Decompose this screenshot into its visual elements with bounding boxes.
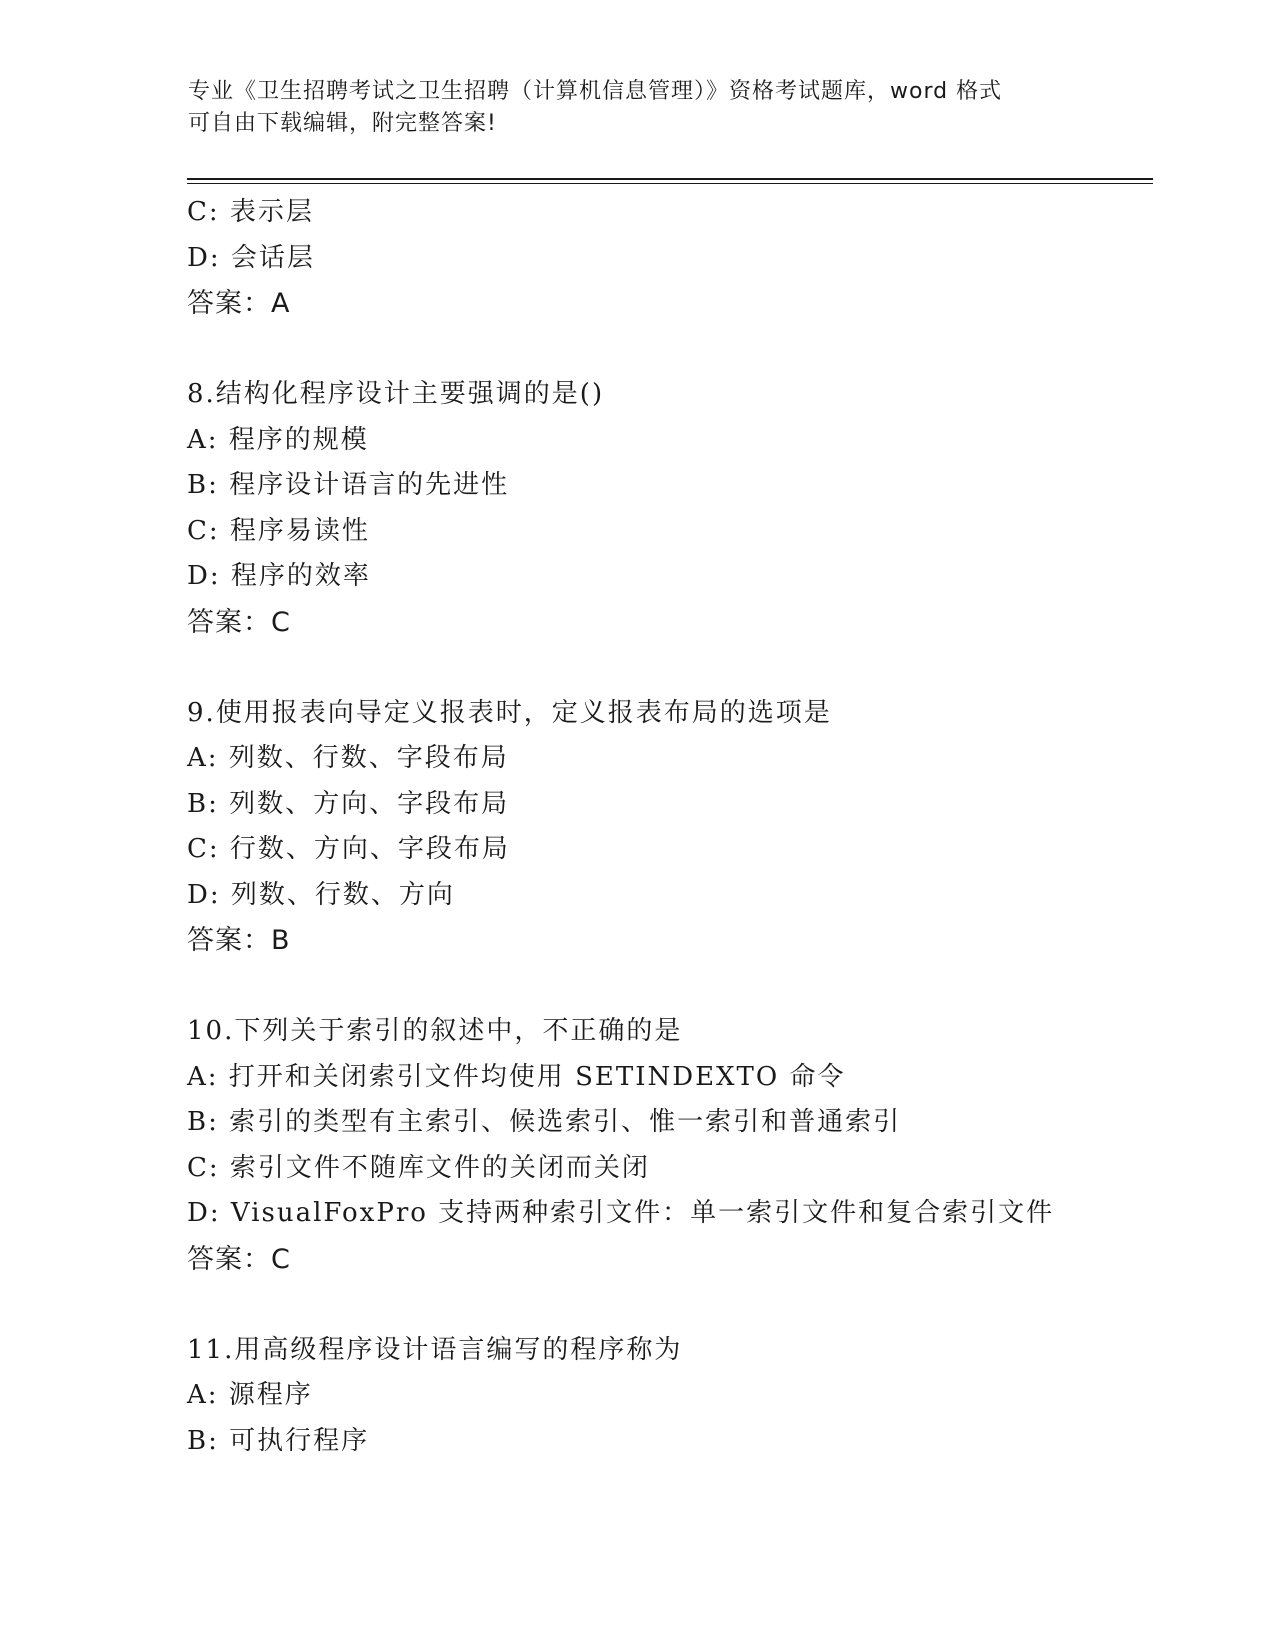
question-block-9	[187, 691, 1137, 964]
question-block-11	[187, 1328, 1137, 1465]
question-block-8	[187, 372, 1137, 645]
answer-line: 答案：A	[187, 288, 291, 319]
question-stem: 11.用高级程序设计语言编写的程序称为	[187, 1334, 683, 1365]
option-a: A: 列数、行数、字段布局	[187, 743, 509, 773]
spacer	[187, 645, 1137, 691]
option-a: A: 源程序	[187, 1380, 313, 1410]
question-list	[187, 190, 1137, 1464]
header-title-line-1: 专业《卫生招聘考试之卫生招聘（计算机信息管理）》资格考试题库，word 格式	[188, 79, 1003, 104]
option-b: B: 索引的类型有主索引、候选索引、惟一索引和普通索引	[187, 1107, 902, 1137]
answer-line: 答案：B	[187, 925, 291, 956]
option-b: B: 程序设计语言的先进性	[187, 470, 510, 500]
header-title-line-2: 可自由下载编辑，附完整答案!	[188, 111, 497, 136]
header-divider-thin	[187, 183, 1153, 184]
answer-line: 答案：C	[187, 1243, 291, 1275]
spacer	[187, 964, 1137, 1010]
option-c: C: 表示层	[187, 197, 314, 227]
option-b: B: 可执行程序	[187, 1425, 370, 1456]
header-divider-thick	[187, 178, 1153, 180]
answer-line: 答案：C	[187, 606, 291, 638]
option-d: D: 会话层	[187, 242, 315, 273]
option-c: C: 索引文件不随库文件的关闭而关闭	[187, 1152, 650, 1183]
spacer	[187, 1282, 1137, 1328]
question-stem: 8.结构化程序设计主要强调的是()	[187, 379, 605, 409]
question-block-10	[187, 1009, 1137, 1282]
option-b: B: 列数、方向、字段布局	[187, 788, 510, 819]
spacer	[187, 327, 1137, 373]
question-block-7	[187, 190, 1137, 327]
question-stem: 10.下列关于索引的叙述中，不正确的是	[187, 1016, 683, 1046]
option-c: C: 程序易读性	[187, 515, 370, 546]
option-a: A: 程序的规模	[187, 424, 369, 455]
option-a: A: 打开和关闭索引文件均使用 SETINDEXTO 命令	[187, 1061, 846, 1092]
question-stem: 9.使用报表向导定义报表时，定义报表布局的选项是	[187, 697, 832, 728]
option-d: D: VisualFoxPro 支持两种索引文件：单一索引文件和复合索引文件	[187, 1198, 1055, 1228]
option-d: D: 程序的效率	[187, 561, 371, 591]
option-d: D: 列数、行数、方向	[187, 879, 455, 910]
option-c: C: 行数、方向、字段布局	[187, 834, 510, 864]
page-header	[188, 76, 1088, 140]
